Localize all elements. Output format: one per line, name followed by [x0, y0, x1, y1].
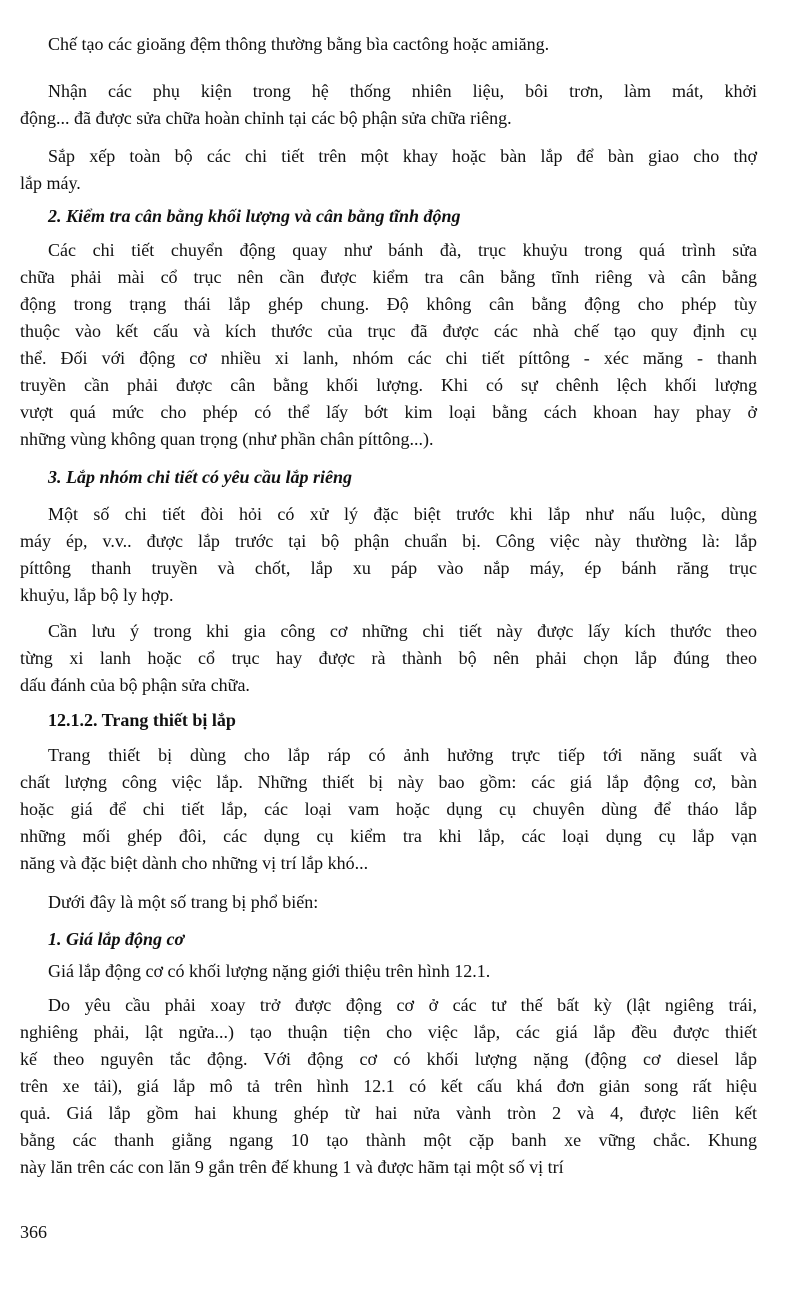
text-line: hoặc giá để chi tiết lắp, các loại vam hoặc dụng cụ chuyên dùng để tháo lắp — [20, 799, 757, 819]
paragraph — [20, 237, 757, 453]
text-line: Giá lắp động cơ có khối lượng nặng giới thiệu trên hình 12.1. — [48, 961, 491, 981]
text-line: khuỷu, lắp bộ ly hợp. — [20, 585, 174, 605]
text-line: nghiêng phải, lật ngửa...) tạo thuận tiện cho việc lắp, các giá lắp đều được thiết — [20, 1022, 757, 1042]
text-line: kế theo nguyên tắc động. Với động cơ có khối lượng nặng (động cơ diesel lắp — [20, 1049, 757, 1069]
paragraph — [20, 958, 757, 985]
paragraph — [20, 31, 757, 58]
paragraph — [20, 992, 757, 1181]
text-line: thuộc vào kết cấu và kích thước của trục đã được các nhà chế tạo quy định cụ — [20, 321, 757, 341]
text-line: píttông thanh truyền và chốt, lắp xu páp vào nắp máy, ép bánh răng trục — [20, 558, 757, 578]
text-line: Sắp xếp toàn bộ các chi tiết trên một khay hoặc bàn lắp để bàn giao cho thợ — [48, 146, 757, 166]
text-line: Trang thiết bị dùng cho lắp ráp có ảnh hưởng trực tiếp tới năng suất và — [48, 745, 757, 765]
paragraph — [20, 618, 757, 699]
text-line: Chế tạo các gioăng đệm thông thường bằng bìa cactông hoặc amiăng. — [48, 34, 550, 54]
text-line: những vùng không quan trọng (như phần chân píttông...). — [20, 429, 434, 449]
text-line: chữa phải mài cổ trục nên cần được kiểm tra cân bằng tĩnh riêng và cân bằng — [20, 267, 757, 287]
text-line: từng xi lanh hoặc cổ trục hay được rà thành bộ nên phải chọn lắp đúng theo — [20, 648, 757, 668]
text-line: quả. Giá lắp gồm hai khung ghép từ hai nửa vành tròn 2 và 4, được liên kết — [20, 1103, 757, 1123]
text-line: động... đã được sửa chữa hoàn chỉnh tại các bộ phận sửa chữa riêng. — [20, 108, 512, 128]
page-number: 366 — [20, 1222, 47, 1242]
text-line: Các chi tiết chuyển động quay như bánh đà, trục khuỷu trong quá trình sửa — [48, 240, 757, 260]
text-line: Cần lưu ý trong khi gia công cơ những chi tiết này được lấy kích thước theo — [48, 621, 757, 641]
subheading — [20, 926, 757, 953]
section-heading — [20, 707, 757, 734]
text-line: động trong trạng thái lắp ghép chung. Độ không cân bằng động cho phép tùy — [20, 294, 757, 314]
subheading — [20, 203, 757, 230]
text-line: chất lượng công việc lắp. Những thiết bị này bao gồm: các giá lắp động cơ, bàn — [20, 772, 757, 792]
paragraph — [20, 742, 757, 877]
text-line: trên xe tải), giá lắp mô tả trên hình 12.1 có kết cấu khá đơn giản song rất hiệu — [20, 1076, 757, 1096]
text-line: vượt quá mức cho phép có thể lấy bớt kim loại bằng cách khoan hay phay ở — [20, 402, 757, 422]
text-line: Nhận các phụ kiện trong hệ thống nhiên liệu, bôi trơn, làm mát, khởi — [48, 81, 757, 101]
text-line: Dưới đây là một số trang bị phổ biến: — [48, 892, 319, 912]
text-line: Do yêu cầu phải xoay trở được động cơ ở các tư thế bất kỳ (lật ngiêng trái, — [48, 995, 757, 1015]
text-line: dấu đánh của bộ phận sửa chữa. — [20, 675, 250, 695]
paragraph — [20, 889, 757, 916]
text-line: lắp máy. — [20, 173, 81, 193]
text-line: truyền cần phải được cân bằng khối lượng. Khi có sự chênh lệch khối lượng — [20, 375, 757, 395]
text-line: 2. Kiểm tra cân bằng khối lượng và cân bằng tĩnh động — [48, 206, 461, 226]
text-line: này lăn trên các con lăn 9 gắn trên đế khung 1 và được hãm tại một số vị trí — [20, 1157, 564, 1177]
text-line: máy ép, v.v.. được lắp trước tại bộ phận chuẩn bị. Công việc này thường là: lắp — [20, 531, 757, 551]
paragraph — [20, 78, 757, 132]
text-line: năng và đặc biệt dành cho những vị trí lắp khó... — [20, 853, 369, 873]
subheading — [20, 464, 757, 491]
text-line: thể. Đối với động cơ nhiều xi lanh, nhóm các chi tiết píttông - xéc măng - thanh — [20, 348, 757, 368]
text-line: 1. Giá lắp động cơ — [48, 929, 185, 949]
text-line: những mối ghép đôi, các dụng cụ kiểm tra khi lắp, các loại dụng cụ lắp vạn — [20, 826, 757, 846]
text-line: 12.1.2. Trang thiết bị lắp — [48, 710, 236, 730]
paragraph — [20, 501, 757, 609]
text-line: bằng các thanh giằng ngang 10 tạo thành một cặp banh xe vững chắc. Khung — [20, 1130, 757, 1150]
text-line: Một số chi tiết đòi hỏi có xử lý đặc biệt trước khi lắp như nấu luộc, dùng — [48, 504, 757, 524]
text-line: 3. Lắp nhóm chi tiết có yêu cầu lắp riêng — [48, 467, 352, 487]
paragraph — [20, 143, 757, 197]
